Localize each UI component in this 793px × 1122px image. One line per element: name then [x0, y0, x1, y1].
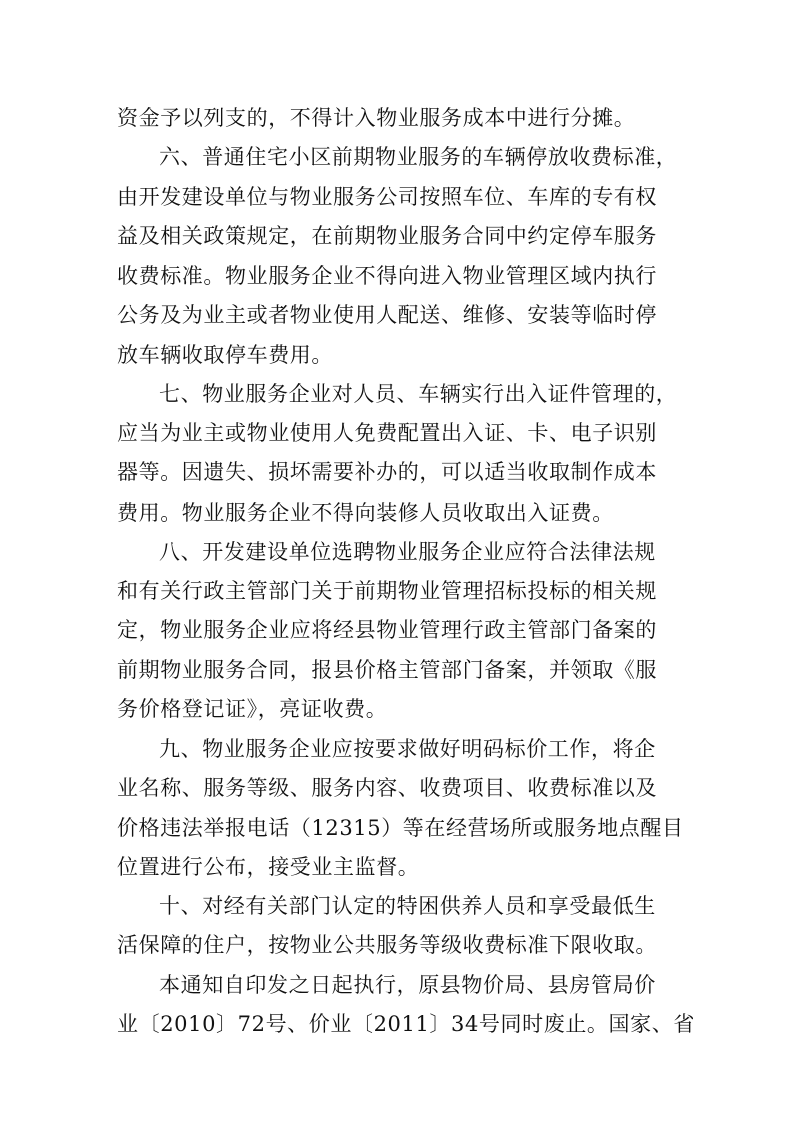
text-line: 活保障的住户，按物业公共服务等级收费标准下限收取。: [117, 933, 657, 957]
text-line: 收费标准。物业服务企业不得向进入物业管理区域内执行: [117, 264, 657, 288]
text-line: 资金予以列支的，不得计入物业服务成本中进行分摊。: [117, 106, 636, 130]
text-line: 九、物业服务企业应按要求做好明码标价工作，将企: [159, 737, 656, 761]
text-line: 八、开发建设单位选聘物业服务企业应符合法律法规: [159, 540, 656, 564]
text-line: 位置进行公布，接受业主监督。: [117, 855, 420, 879]
text-line: 公务及为业主或者物业使用人配送、维修、安装等临时停: [117, 303, 657, 327]
text-line: 由开发建设单位与物业服务公司按照车位、车库的专有权: [117, 185, 657, 209]
text-line: 前期物业服务合同，报县价格主管部门备案，并领取《服: [117, 658, 657, 682]
text-line: 本通知自印发之日起执行，原县物价局、县房管局价: [159, 973, 656, 997]
text-line: 六、普通住宅小区前期物业服务的车辆停放收费标准，: [159, 145, 678, 169]
text-line: 业〔2010〕72号、价业〔2011〕34号同时废止。国家、省: [117, 1012, 695, 1036]
text-line: 价格违法举报电话（12315）等在经营场所或服务地点醒目: [117, 816, 684, 840]
text-line: 器等。因遗失、损坏需要补办的，可以适当收取制作成本: [117, 460, 657, 484]
text-line: 定，物业服务企业应将经县物业管理行政主管部门备案的: [117, 618, 657, 642]
text-line: 业名称、服务等级、服务内容、收费项目、收费标准以及: [117, 776, 657, 800]
text-line: 七、物业服务企业对人员、车辆实行出入证件管理的，: [159, 382, 678, 406]
text-line: 和有关行政主管部门关于前期物业管理招标投标的相关规: [117, 579, 657, 603]
text-line: 应当为业主或物业使用人免费配置出入证、卡、电子识别: [117, 421, 657, 445]
text-line: 十、对经有关部门认定的特困供养人员和享受最低生: [159, 894, 656, 918]
text-line: 务价格登记证》，亮证收费。: [117, 697, 388, 721]
text-line: 放车辆收取停车费用。: [117, 343, 333, 367]
text-line: 益及相关政策规定，在前期物业服务合同中约定停车服务: [117, 224, 657, 248]
text-line: 费用。物业服务企业不得向装修人员收取出入证费。: [117, 501, 614, 525]
